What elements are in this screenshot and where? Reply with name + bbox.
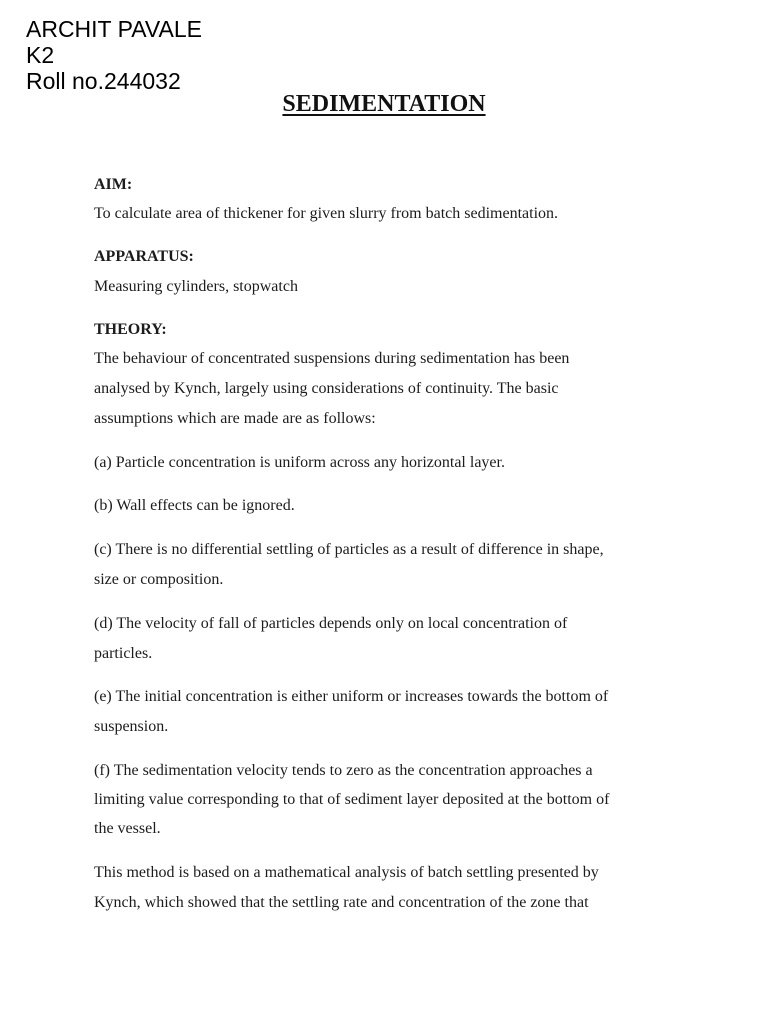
- student-division: K2: [26, 42, 55, 68]
- page-title: SEDIMENTATION: [282, 91, 486, 117]
- assumption-d: (d) The velocity of fall of particles depends only on local concentration of: [94, 615, 568, 632]
- assumption-a: (a) Particle concentration is uniform across any horizontal layer.: [94, 454, 505, 471]
- theory-intro-line: assumptions which are made are as follows:: [94, 410, 376, 427]
- theory-heading: THEORY:: [94, 321, 167, 338]
- assumption-c: (c) There is no differential settling of particles as a result of difference in shape,: [94, 541, 604, 558]
- apparatus-text: Measuring cylinders, stopwatch: [94, 278, 298, 295]
- closing-line: This method is based on a mathematical analysis of batch settling presented by: [94, 864, 599, 881]
- student-roll-number: Roll no.244032: [26, 68, 181, 94]
- assumption-b: (b) Wall effects can be ignored.: [94, 497, 295, 514]
- assumption-e-continued: suspension.: [94, 718, 169, 735]
- student-name: ARCHIT PAVALE: [26, 16, 202, 42]
- aim-text: To calculate area of thickener for given slurry from batch sedimentation.: [94, 205, 559, 222]
- theory-intro-line: The behaviour of concentrated suspensions during sedimentation has been: [94, 350, 570, 367]
- assumption-e: (e) The initial concentration is either uniform or increases towards the bottom of: [94, 688, 609, 705]
- assumption-c-continued: size or composition.: [94, 571, 224, 588]
- assumption-d-continued: particles.: [94, 645, 153, 662]
- theory-intro-line: analysed by Kynch, largely using considerations of continuity. The basic: [94, 380, 559, 397]
- student-annotation: [26, 16, 202, 94]
- closing-line: Kynch, which showed that the settling rate and concentration of the zone that: [94, 894, 589, 911]
- assumption-f: (f) The sedimentation velocity tends to zero as the concentration approaches a: [94, 762, 593, 779]
- assumption-f-continued: limiting value corresponding to that of sediment layer deposited at the bottom of: [94, 791, 610, 808]
- apparatus-heading: APPARATUS:: [94, 248, 194, 265]
- aim-heading: AIM:: [94, 176, 133, 193]
- assumption-f-continued: the vessel.: [94, 820, 161, 837]
